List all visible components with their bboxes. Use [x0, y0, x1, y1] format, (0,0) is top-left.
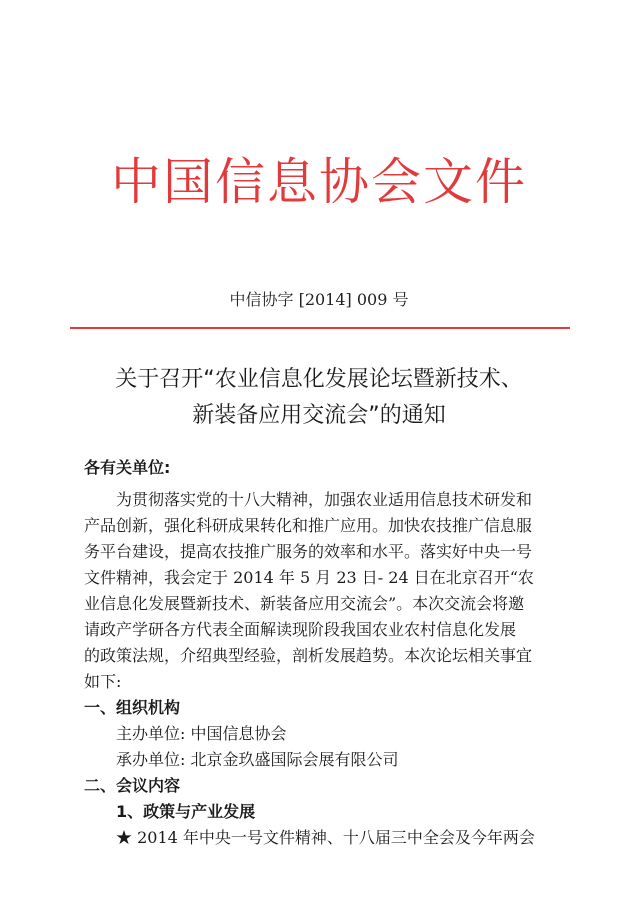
paragraph-line: 业信息化发展暨新技术、新装备应用交流会”。本次交流会将邀	[84, 594, 525, 613]
notice-title-line-1: 关于召开“农业信息化发展论坛暨新技术、	[115, 367, 523, 392]
paragraph-line: 产品创新，强化科研成果转化和推广应用。加快农技推广信息服	[84, 516, 533, 535]
section-heading-content: 二、会议内容	[84, 776, 181, 795]
paragraph-line: 为贯彻落实党的十八大精神，加强农业适用信息技术研发和	[116, 490, 533, 509]
document-number: 中信协字 [2014] 009 号	[229, 290, 409, 309]
red-divider	[70, 327, 570, 329]
host-unit: 主办单位: 中国信息协会	[116, 724, 287, 743]
notice-title	[0, 362, 638, 434]
salutation: 各有关单位:	[84, 458, 171, 477]
organizer-unit: 承办单位: 北京金玖盛国际会展有限公司	[116, 750, 399, 769]
paragraph-line: 请政产学研各方代表全面解读现阶段我国农业农村信息化发展	[84, 620, 517, 639]
bullet-item: ★ 2014 年中央一号文件精神、十八届三中全会及今年两会	[116, 828, 535, 847]
paragraph-line: 文件精神，我会定于 2014 年 5 月 23 日- 24 日在北京召开“农	[84, 568, 534, 587]
sub-heading-policy: 1、政策与产业发展	[116, 802, 256, 821]
paragraph-line: 如下:	[84, 672, 122, 691]
document-header-title: 中国信息协会文件	[111, 153, 527, 211]
section-heading-organization: 一、组织机构	[84, 698, 181, 717]
notice-title-line-2: 新装备应用交流会”的通知	[192, 403, 446, 428]
paragraph-line: 的政策法规，介绍典型经验，剖析发展趋势。本次论坛相关事宜	[84, 646, 533, 665]
paragraph-line: 务平台建设，提高农技推广服务的效率和水平。落实好中央一号	[84, 542, 533, 561]
